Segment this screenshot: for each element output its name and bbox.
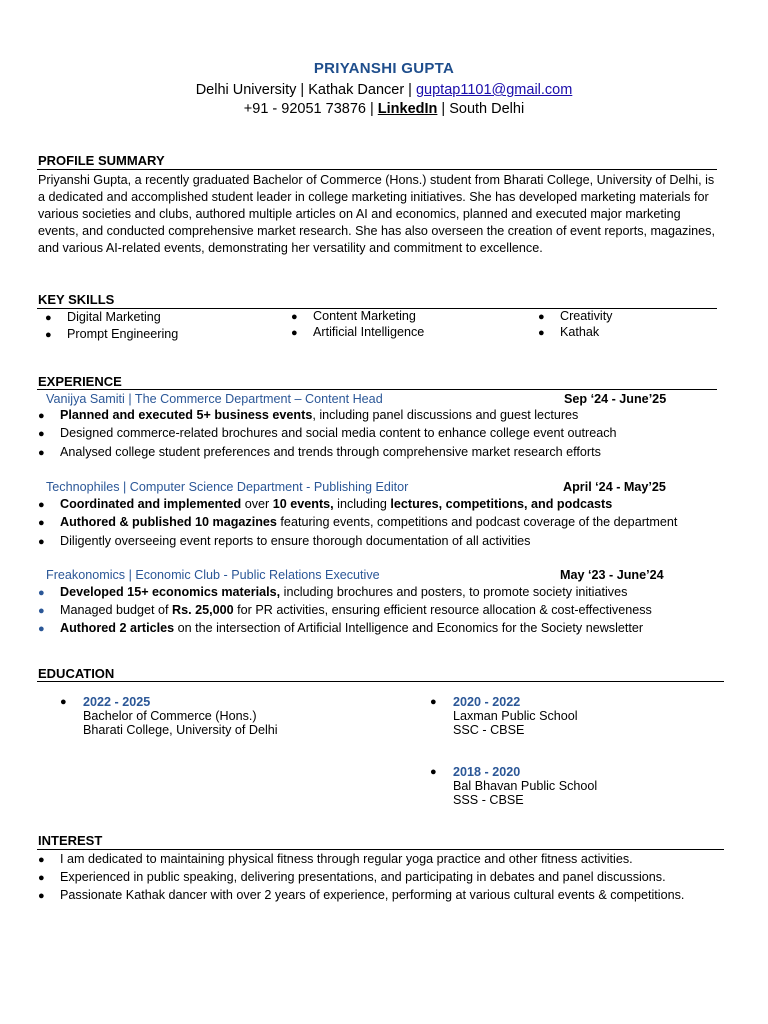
job-bullet: ● Designed commerce-related brochures and social media content to enhance college event outreach <box>38 426 617 440</box>
bullet-icon: ● <box>38 447 45 459</box>
bullet-icon: ● <box>291 327 298 339</box>
interest-item: ● I am dedicated to maintaining physical fitness through regular yoga practice and other fitness activities. <box>38 852 633 866</box>
summary-line: events, and conducted comprehensive market research. She has also overseen the creation of event reports, magazines, <box>38 224 715 238</box>
education-heading: EDUCATION <box>38 666 115 681</box>
bullet-icon: ● <box>38 428 45 440</box>
skill-item: ● Kathak <box>538 325 600 339</box>
bullet-icon: ● <box>38 605 45 617</box>
experience-heading: EXPERIENCE <box>38 374 122 389</box>
job-bullet: ● Planned and executed 5+ business events, including panel discussions and guest lectures <box>38 408 579 422</box>
job-date: April ‘24 - May’25 <box>563 480 666 494</box>
bullet-icon: ● <box>60 696 67 708</box>
candidate-name: PRIYANSHI GUPTA <box>313 60 455 77</box>
interest-item: ● Experienced in public speaking, delivering presentations, and participating in debates and panel discussions. <box>38 870 666 884</box>
header-line-2 <box>0 101 768 117</box>
section-divider <box>37 849 724 850</box>
interest-item: ● Passionate Kathak dancer with over 2 years of experience, performing at various cultural events & competitions. <box>38 888 685 902</box>
education-year: 2022 - 2025 <box>83 695 151 709</box>
bullet-icon: ● <box>291 311 298 323</box>
education-degree: Bachelor of Commerce (Hons.) <box>83 709 257 723</box>
bullet-icon: ● <box>38 872 45 884</box>
job-bullet: ● Developed 15+ economics materials, including brochures and posters, to promote society initiatives <box>38 585 628 599</box>
summary-line: various societies and clubs, authored multiple articles on AI and economics, planned and executed major marketing <box>38 207 681 221</box>
job-bullet: ● Authored & published 10 magazines featuring events, competitions and podcast coverage of the department <box>38 515 678 529</box>
skill-item: ● Content Marketing <box>291 309 416 323</box>
job-date: May ‘23 - June’24 <box>560 568 664 582</box>
email-link[interactable]: guptap1101@gmail.com <box>415 82 573 98</box>
job-title: Vanijya Samiti | The Commerce Department – Content Head <box>46 392 383 406</box>
location: | South Delhi <box>437 101 525 117</box>
skill-item: ● Artificial Intelligence <box>291 325 425 339</box>
job-date: Sep ‘24 - June’25 <box>564 392 667 406</box>
skill-item: ● Prompt Engineering <box>45 327 179 341</box>
bullet-icon: ● <box>38 587 45 599</box>
skill-item: ● Digital Marketing <box>45 310 161 324</box>
bullet-icon: ● <box>38 854 45 866</box>
education-institution: Bharati College, University of Delhi <box>83 723 278 737</box>
linkedin-link[interactable]: LinkedIn <box>377 101 438 117</box>
bullet-icon: ● <box>538 311 545 323</box>
bullet-icon: ● <box>538 327 545 339</box>
bullet-icon: ● <box>38 499 45 511</box>
summary-line: and various AI-related events, demonstrating her versatility and commitment to excellence. <box>38 241 543 255</box>
bullet-icon: ● <box>38 536 45 548</box>
job-title: Technophiles | Computer Science Department - Publishing Editor <box>46 480 409 494</box>
profile-summary-heading: PROFILE SUMMARY <box>38 153 165 168</box>
summary-line: Priyanshi Gupta, a recently graduated Bachelor of Commerce (Hons.) student from Bharati College, University of Delhi, is <box>38 173 715 187</box>
section-divider <box>37 389 717 390</box>
education-school: Laxman Public School <box>453 709 578 723</box>
education-year: 2020 - 2022 <box>453 695 521 709</box>
education-year: 2018 - 2020 <box>453 765 521 779</box>
interest-heading: INTEREST <box>38 833 103 848</box>
job-bullet: ● Authored 2 articles on the intersection of Artificial Intelligence and Economics for the Society newsletter <box>38 621 644 635</box>
bullet-icon: ● <box>45 329 52 341</box>
header-affiliation: Delhi University | Kathak Dancer | <box>195 82 416 98</box>
education-board: SSC - CBSE <box>453 723 525 737</box>
bullet-icon: ● <box>38 890 45 902</box>
job-bullet: ● Coordinated and implemented over 10 events, including lectures, competitions, and podcasts <box>38 497 613 511</box>
key-skills-heading: KEY SKILLS <box>38 292 115 307</box>
section-divider <box>37 169 717 170</box>
bullet-icon: ● <box>430 696 437 708</box>
skill-item: ● Creativity <box>538 309 613 323</box>
job-bullet: ● Analysed college student preferences and trends through comprehensive market research efforts <box>38 445 601 459</box>
bullet-icon: ● <box>38 623 45 635</box>
profile-summary-text <box>38 172 732 257</box>
bullet-icon: ● <box>38 517 45 529</box>
bullet-icon: ● <box>430 766 437 778</box>
education-school: Bal Bhavan Public School <box>453 779 598 793</box>
phone-number: +91 - 92051 73876 | <box>243 101 378 117</box>
education-board: SSS - CBSE <box>453 793 524 807</box>
bullet-icon: ● <box>38 410 45 422</box>
bullet-icon: ● <box>45 312 52 324</box>
job-bullet: ● Managed budget of Rs. 25,000 for PR activities, ensuring efficient resource allocation & cost-effectiveness <box>38 603 652 617</box>
summary-line: a dedicated and accomplished student leader in college marketing initiatives. She has developed marketing materials for <box>38 190 709 204</box>
header-line-1 <box>0 82 768 98</box>
job-bullet: ● Diligently overseeing event reports to ensure thorough documentation of all activities <box>38 534 531 548</box>
job-title: Freakonomics | Economic Club - Public Relations Executive <box>46 568 380 582</box>
section-divider <box>37 681 724 682</box>
